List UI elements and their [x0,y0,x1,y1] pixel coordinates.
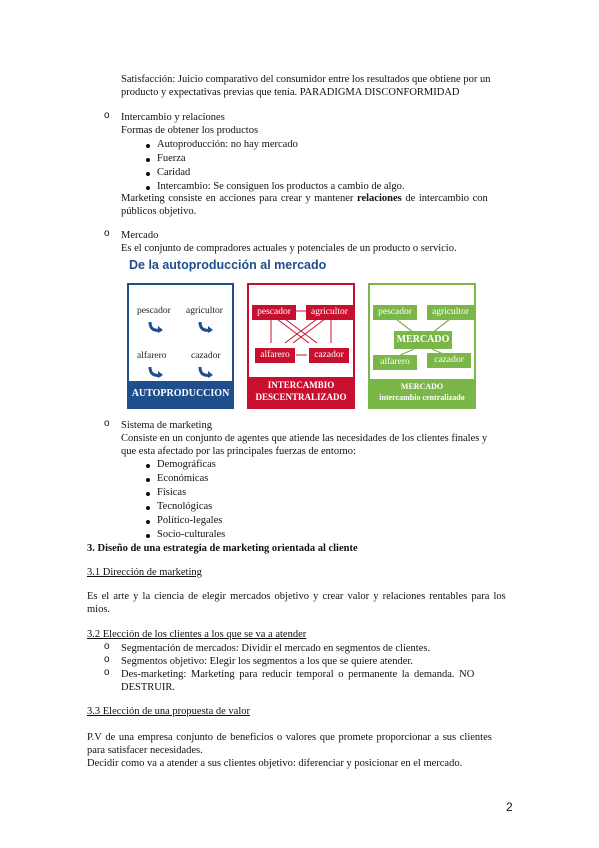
bullet-dot-icon [146,464,150,468]
sistema-description-line-2: que esta afectado por las principales fuerzas de entorno: [121,446,356,457]
bullet-dot-icon [146,520,150,524]
panel-label: agricultor [427,305,474,320]
panel-label: agricultor [306,305,353,320]
panel-label: pescador [252,305,296,320]
bullet-dot-icon [146,492,150,496]
panel-footer-line-2: DESCENTRALIZADO [255,392,347,402]
list-item: Político-legales [157,515,223,526]
bullet-dot-icon [146,534,150,538]
panel-autoproduccion [127,283,234,409]
list-item: Económicas [157,473,209,484]
subsection-title-3-3: 3.3 Elección de una propuesta de valor [87,706,250,717]
page-number: 2 [506,800,513,814]
list-item: Tecnológicas [157,501,213,512]
panel-label: alfarero [373,355,417,370]
list-item-continuation: DESTRUIR. [121,682,175,693]
mercado-description: Es el conjunto de compradores actuales y potenciales de un producto o servicio. [121,243,457,254]
figure-title: De la autoproducción al mercado [129,258,327,272]
panel-label: pescador [137,306,171,316]
intercambio-title: Intercambio y relaciones [121,112,225,123]
circle-bullet-icon: o [104,418,110,429]
circle-bullet-icon: o [104,228,110,239]
list-item: Autoproducción: no hay mercado [157,139,298,150]
mercado-title: Mercado [121,230,159,241]
sistema-description-line-1: Consiste en un conjunto de agentes que atiende las necesidades de los clientes finales y [121,433,488,444]
intercambio-description: Marketing consiste en acciones para crear y mantener relaciones de intercambio con [121,193,488,204]
panel-footer-line-2: intercambio centralizado [379,393,465,402]
exchange-arrows-icon [249,285,353,381]
satisfaction-line-2: producto y expectativas previas que tenía. PARADIGMA DISCONFORMIDAD [121,87,460,98]
list-item: Des-marketing: Marketing para reducir temporal o permanente la demanda. NO [121,669,475,680]
list-item: Intercambio: Se consiguen los productos a cambio de algo. [157,181,405,192]
section-heading: 3. Diseño de una estrategia de marketing orientada al cliente [87,543,358,554]
panel-footer-line-1: INTERCAMBIO [267,380,335,390]
bullet-dot-icon [146,172,150,176]
circle-bullet-icon: o [104,654,110,665]
intercambio-subtitle: Formas de obtener los productos [121,125,259,136]
curved-arrow-icon [147,365,165,379]
bullet-dot-icon [146,506,150,510]
circle-bullet-icon: o [104,667,110,678]
subsection-title-3-1: 3.1 Dirección de marketing [87,567,202,578]
panel-footer-line-1: MERCADO [400,382,444,391]
panel-label: cazador [309,348,349,363]
panel-label: alfarero [137,351,167,361]
intercambio-description-line-2: públicos objetivo. [121,206,197,217]
sistema-title: Sistema de marketing [121,420,212,431]
subsection-title-3-2: 3.2 Elección de los clientes a los que se va a atender [87,629,307,640]
bullet-dot-icon [146,144,150,148]
s31-text-line-2: mios. [87,604,111,615]
list-item: Segmentación de mercados: Dividir el mercado en segmentos de clientes. [121,643,431,654]
panel-label: pescador [373,305,417,320]
figure-autoproduccion-mercado [121,254,478,414]
bullet-dot-icon [146,158,150,162]
s33-text-line-2: para satisfacer necesidades. [87,745,203,756]
list-item: Socio-culturales [157,529,226,540]
panel-label: alfarero [255,348,295,363]
panel-mercado [368,283,476,409]
s31-text-line-1: Es el arte y la ciencia de elegir mercados objetivo y crear valor y relaciones rentables para los [87,591,506,602]
bullet-dot-icon [146,478,150,482]
panel-label: cazador [427,353,471,368]
list-item: Físicas [157,487,187,498]
bullet-dot-icon [146,186,150,190]
list-item: Caridad [157,167,191,178]
s33-text-line-3: Decidir como va a atender a sus clientes objetivo: diferenciar y posicionar en el mercado. [87,758,463,769]
panel-label: cazador [191,351,221,361]
panel-intercambio [247,283,355,409]
list-item: Demográficas [157,459,216,470]
circle-bullet-icon: o [104,110,110,121]
circle-bullet-icon: o [104,641,110,652]
panel-label: agricultor [186,306,223,316]
satisfaction-line-1: Satisfacción: Juicio comparativo del consumidor entre los resultados que obtiene por un [121,74,491,85]
panel-footer [249,377,353,407]
s33-text-line-1: P.V de una empresa conjunto de beneficios o valores que promete proporcionar a sus clientes [87,732,492,743]
list-item: Segmentos objetivo: Elegir los segmentos a los que se quiere atender. [121,656,413,667]
curved-arrow-icon [147,320,165,334]
curved-arrow-icon [197,320,215,334]
panel-footer: AUTOPRODUCCION [129,381,232,407]
list-item: Fuerza [157,153,186,164]
curved-arrow-icon [197,365,215,379]
panel-footer [370,379,474,407]
market-center-label: MERCADO [394,331,452,349]
